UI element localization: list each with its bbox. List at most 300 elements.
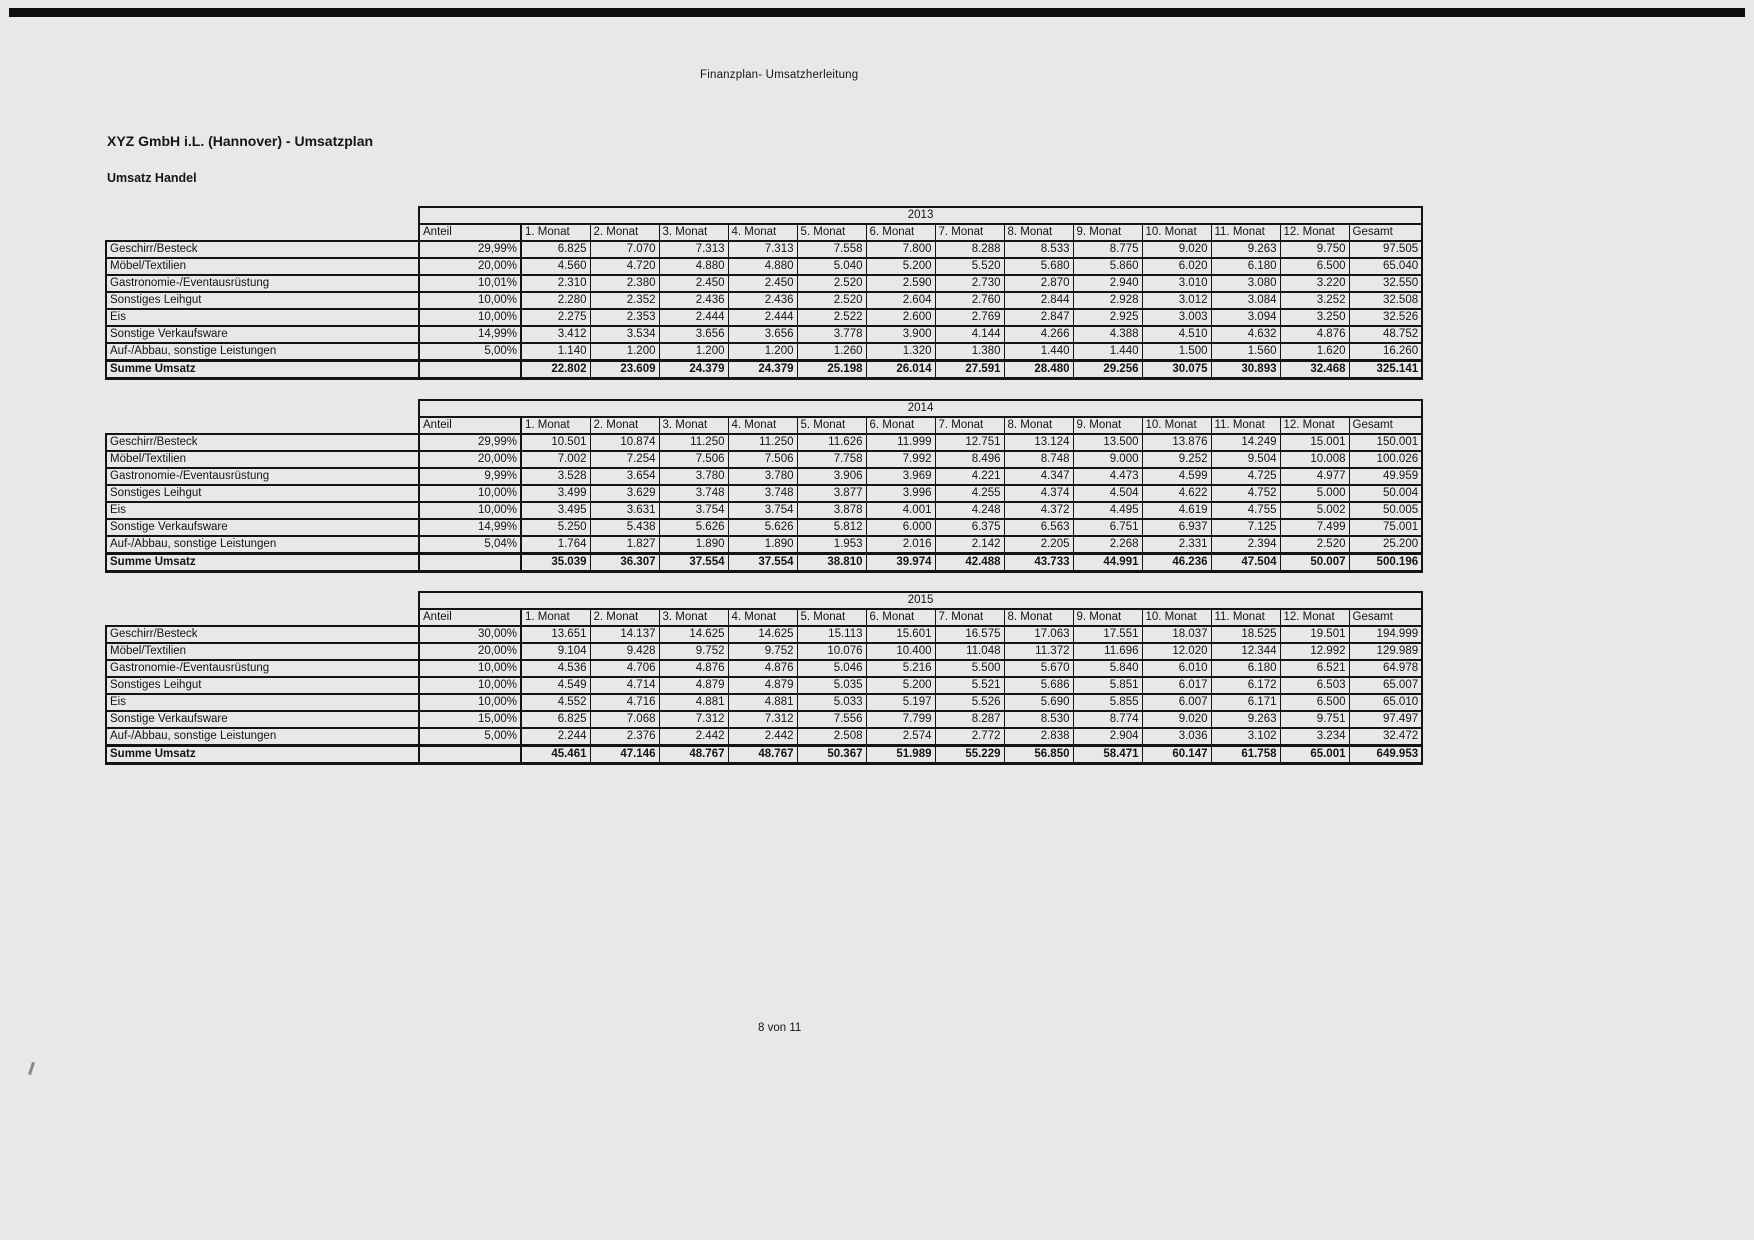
spacer-cell bbox=[106, 592, 419, 609]
month-value-5: 5.035 bbox=[797, 677, 866, 694]
column-header-row bbox=[106, 609, 1422, 626]
month-value-8: 5.670 bbox=[1004, 660, 1073, 677]
column-header-month-11: 11. Monat bbox=[1211, 417, 1280, 434]
month-value-9: 58.471 bbox=[1073, 746, 1142, 764]
month-value-10: 4.622 bbox=[1142, 485, 1211, 502]
month-value-7: 2.760 bbox=[935, 292, 1004, 309]
month-value-5: 7.558 bbox=[797, 241, 866, 258]
column-header-month-4: 4. Monat bbox=[728, 609, 797, 626]
month-value-11: 6.180 bbox=[1211, 258, 1280, 275]
month-value-3: 3.780 bbox=[659, 468, 728, 485]
gesamt-value: 97.505 bbox=[1349, 241, 1422, 258]
month-value-12: 32.468 bbox=[1280, 361, 1349, 379]
gesamt-value: 129.989 bbox=[1349, 643, 1422, 660]
month-value-10: 6.010 bbox=[1142, 660, 1211, 677]
month-value-8: 8.748 bbox=[1004, 451, 1073, 468]
month-value-10: 6.017 bbox=[1142, 677, 1211, 694]
month-value-4: 7.312 bbox=[728, 711, 797, 728]
anteil-value: 10,00% bbox=[419, 485, 521, 502]
month-value-9: 2.928 bbox=[1073, 292, 1142, 309]
column-header-month-12: 12. Monat bbox=[1280, 417, 1349, 434]
month-value-11: 9.504 bbox=[1211, 451, 1280, 468]
month-value-3: 9.752 bbox=[659, 643, 728, 660]
gesamt-value: 100.026 bbox=[1349, 451, 1422, 468]
document-header-note: Finanzplan- Umsatzherleitung bbox=[700, 69, 859, 81]
month-value-4: 3.748 bbox=[728, 485, 797, 502]
month-value-7: 6.375 bbox=[935, 519, 1004, 536]
month-value-11: 9.263 bbox=[1211, 711, 1280, 728]
month-value-11: 14.249 bbox=[1211, 434, 1280, 451]
table-row bbox=[106, 677, 1422, 694]
month-value-12: 6.521 bbox=[1280, 660, 1349, 677]
table-row bbox=[106, 626, 1422, 643]
month-value-11: 3.102 bbox=[1211, 728, 1280, 746]
gesamt-value: 325.141 bbox=[1349, 361, 1422, 379]
month-value-2: 9.428 bbox=[590, 643, 659, 660]
column-header-month-3: 3. Monat bbox=[659, 224, 728, 241]
month-value-3: 5.626 bbox=[659, 519, 728, 536]
month-value-1: 4.549 bbox=[521, 677, 590, 694]
month-value-11: 4.725 bbox=[1211, 468, 1280, 485]
month-value-8: 17.063 bbox=[1004, 626, 1073, 643]
month-value-5: 3.778 bbox=[797, 326, 866, 343]
month-value-2: 47.146 bbox=[590, 746, 659, 764]
month-value-12: 1.620 bbox=[1280, 343, 1349, 361]
month-value-8: 28.480 bbox=[1004, 361, 1073, 379]
table-row bbox=[106, 292, 1422, 309]
row-label: Sonstiges Leihgut bbox=[106, 677, 419, 694]
gesamt-value: 150.001 bbox=[1349, 434, 1422, 451]
month-value-4: 9.752 bbox=[728, 643, 797, 660]
anteil-value: 14,99% bbox=[419, 326, 521, 343]
month-value-1: 4.536 bbox=[521, 660, 590, 677]
table-row bbox=[106, 258, 1422, 275]
table-row bbox=[106, 502, 1422, 519]
column-header-month-5: 5. Monat bbox=[797, 417, 866, 434]
column-header-month-9: 9. Monat bbox=[1073, 224, 1142, 241]
month-value-1: 2.275 bbox=[521, 309, 590, 326]
month-value-8: 2.205 bbox=[1004, 536, 1073, 554]
month-value-11: 9.263 bbox=[1211, 241, 1280, 258]
year-header-row bbox=[106, 400, 1422, 417]
anteil-value: 10,00% bbox=[419, 660, 521, 677]
month-value-8: 1.440 bbox=[1004, 343, 1073, 361]
month-value-11: 12.344 bbox=[1211, 643, 1280, 660]
gesamt-value: 97.497 bbox=[1349, 711, 1422, 728]
row-label: Sonstiges Leihgut bbox=[106, 485, 419, 502]
column-header-month-10: 10. Monat bbox=[1142, 417, 1211, 434]
month-value-4: 3.780 bbox=[728, 468, 797, 485]
month-value-7: 4.221 bbox=[935, 468, 1004, 485]
month-value-4: 2.436 bbox=[728, 292, 797, 309]
month-value-10: 60.147 bbox=[1142, 746, 1211, 764]
month-value-2: 2.380 bbox=[590, 275, 659, 292]
column-header-month-8: 8. Monat bbox=[1004, 609, 1073, 626]
month-value-5: 5.033 bbox=[797, 694, 866, 711]
month-value-6: 15.601 bbox=[866, 626, 935, 643]
total-row bbox=[106, 746, 1422, 764]
month-value-3: 48.767 bbox=[659, 746, 728, 764]
row-label: Summe Umsatz bbox=[106, 554, 419, 572]
anteil-value: 10,01% bbox=[419, 275, 521, 292]
row-label: Auf-/Abbau, sonstige Leistungen bbox=[106, 536, 419, 554]
table-row bbox=[106, 519, 1422, 536]
month-value-4: 4.881 bbox=[728, 694, 797, 711]
column-header-month-9: 9. Monat bbox=[1073, 417, 1142, 434]
month-value-1: 4.552 bbox=[521, 694, 590, 711]
row-label: Sonstige Verkaufsware bbox=[106, 711, 419, 728]
month-value-6: 2.604 bbox=[866, 292, 935, 309]
anteil-value: 5,04% bbox=[419, 536, 521, 554]
month-value-8: 4.347 bbox=[1004, 468, 1073, 485]
month-value-3: 4.881 bbox=[659, 694, 728, 711]
month-value-6: 7.992 bbox=[866, 451, 935, 468]
month-value-5: 11.626 bbox=[797, 434, 866, 451]
month-value-4: 37.554 bbox=[728, 554, 797, 572]
column-header-month-2: 2. Monat bbox=[590, 609, 659, 626]
month-value-5: 5.040 bbox=[797, 258, 866, 275]
month-value-2: 3.534 bbox=[590, 326, 659, 343]
month-value-7: 4.255 bbox=[935, 485, 1004, 502]
month-value-3: 7.312 bbox=[659, 711, 728, 728]
month-value-6: 51.989 bbox=[866, 746, 935, 764]
anteil-value: 29,99% bbox=[419, 241, 521, 258]
month-value-5: 5.046 bbox=[797, 660, 866, 677]
month-value-1: 13.651 bbox=[521, 626, 590, 643]
month-value-5: 38.810 bbox=[797, 554, 866, 572]
gesamt-value: 65.040 bbox=[1349, 258, 1422, 275]
month-value-2: 3.631 bbox=[590, 502, 659, 519]
anteil-value: 20,00% bbox=[419, 258, 521, 275]
month-value-5: 1.260 bbox=[797, 343, 866, 361]
row-label: Möbel/Textilien bbox=[106, 451, 419, 468]
month-value-6: 3.969 bbox=[866, 468, 935, 485]
column-header-month-10: 10. Monat bbox=[1142, 224, 1211, 241]
month-value-9: 44.991 bbox=[1073, 554, 1142, 572]
anteil-value: 10,00% bbox=[419, 309, 521, 326]
month-value-8: 56.850 bbox=[1004, 746, 1073, 764]
month-value-9: 5.860 bbox=[1073, 258, 1142, 275]
month-value-8: 4.374 bbox=[1004, 485, 1073, 502]
table-row bbox=[106, 711, 1422, 728]
month-value-2: 4.714 bbox=[590, 677, 659, 694]
month-value-10: 12.020 bbox=[1142, 643, 1211, 660]
column-header-month-11: 11. Monat bbox=[1211, 224, 1280, 241]
table-row bbox=[106, 326, 1422, 343]
row-label: Auf-/Abbau, sonstige Leistungen bbox=[106, 343, 419, 361]
column-header-gesamt: Gesamt bbox=[1349, 609, 1422, 626]
month-value-4: 24.379 bbox=[728, 361, 797, 379]
month-value-11: 2.394 bbox=[1211, 536, 1280, 554]
month-value-8: 2.838 bbox=[1004, 728, 1073, 746]
month-value-7: 5.500 bbox=[935, 660, 1004, 677]
month-value-6: 5.197 bbox=[866, 694, 935, 711]
gesamt-value: 194.999 bbox=[1349, 626, 1422, 643]
month-value-2: 7.070 bbox=[590, 241, 659, 258]
month-value-1: 2.280 bbox=[521, 292, 590, 309]
row-label: Sonstige Verkaufsware bbox=[106, 519, 419, 536]
row-label: Möbel/Textilien bbox=[106, 643, 419, 660]
month-value-4: 2.450 bbox=[728, 275, 797, 292]
month-value-5: 15.113 bbox=[797, 626, 866, 643]
month-value-2: 4.716 bbox=[590, 694, 659, 711]
month-value-9: 4.504 bbox=[1073, 485, 1142, 502]
month-value-8: 2.870 bbox=[1004, 275, 1073, 292]
month-value-11: 30.893 bbox=[1211, 361, 1280, 379]
month-value-4: 7.506 bbox=[728, 451, 797, 468]
month-value-5: 50.367 bbox=[797, 746, 866, 764]
month-value-8: 8.530 bbox=[1004, 711, 1073, 728]
table-row bbox=[106, 694, 1422, 711]
month-value-2: 7.254 bbox=[590, 451, 659, 468]
month-value-6: 3.900 bbox=[866, 326, 935, 343]
month-value-12: 4.977 bbox=[1280, 468, 1349, 485]
month-value-3: 24.379 bbox=[659, 361, 728, 379]
month-value-10: 2.331 bbox=[1142, 536, 1211, 554]
row-label: Geschirr/Besteck bbox=[106, 434, 419, 451]
anteil-value: 10,00% bbox=[419, 502, 521, 519]
month-value-9: 5.855 bbox=[1073, 694, 1142, 711]
column-header-month-4: 4. Monat bbox=[728, 417, 797, 434]
anteil-value: 10,00% bbox=[419, 677, 521, 694]
anteil-value: 29,99% bbox=[419, 434, 521, 451]
month-value-2: 23.609 bbox=[590, 361, 659, 379]
month-value-12: 7.499 bbox=[1280, 519, 1349, 536]
month-value-8: 5.690 bbox=[1004, 694, 1073, 711]
month-value-9: 6.751 bbox=[1073, 519, 1142, 536]
column-header-month-1: 1. Monat bbox=[521, 417, 590, 434]
month-value-2: 3.629 bbox=[590, 485, 659, 502]
gesamt-value: 32.508 bbox=[1349, 292, 1422, 309]
month-value-5: 2.508 bbox=[797, 728, 866, 746]
month-value-12: 2.520 bbox=[1280, 536, 1349, 554]
table-row bbox=[106, 343, 1422, 361]
month-value-11: 4.752 bbox=[1211, 485, 1280, 502]
month-value-4: 7.313 bbox=[728, 241, 797, 258]
anteil-value: 14,99% bbox=[419, 519, 521, 536]
spacer-cell bbox=[106, 609, 419, 626]
month-value-5: 3.877 bbox=[797, 485, 866, 502]
month-value-7: 2.142 bbox=[935, 536, 1004, 554]
gesamt-value: 65.010 bbox=[1349, 694, 1422, 711]
month-value-1: 3.412 bbox=[521, 326, 590, 343]
month-value-12: 3.252 bbox=[1280, 292, 1349, 309]
month-value-4: 3.754 bbox=[728, 502, 797, 519]
month-value-2: 2.353 bbox=[590, 309, 659, 326]
spacer-cell bbox=[106, 207, 419, 224]
month-value-12: 6.503 bbox=[1280, 677, 1349, 694]
month-value-4: 1.890 bbox=[728, 536, 797, 554]
month-value-9: 8.774 bbox=[1073, 711, 1142, 728]
month-value-11: 3.080 bbox=[1211, 275, 1280, 292]
column-header-month-7: 7. Monat bbox=[935, 609, 1004, 626]
table-row bbox=[106, 309, 1422, 326]
month-value-10: 4.619 bbox=[1142, 502, 1211, 519]
month-value-1: 9.104 bbox=[521, 643, 590, 660]
month-value-7: 11.048 bbox=[935, 643, 1004, 660]
month-value-9: 11.696 bbox=[1073, 643, 1142, 660]
month-value-1: 10.501 bbox=[521, 434, 590, 451]
month-value-2: 1.200 bbox=[590, 343, 659, 361]
month-value-4: 3.656 bbox=[728, 326, 797, 343]
gesamt-value: 32.550 bbox=[1349, 275, 1422, 292]
month-value-11: 4.632 bbox=[1211, 326, 1280, 343]
month-value-1: 5.250 bbox=[521, 519, 590, 536]
month-value-6: 2.016 bbox=[866, 536, 935, 554]
column-header-month-7: 7. Monat bbox=[935, 224, 1004, 241]
month-value-12: 3.250 bbox=[1280, 309, 1349, 326]
month-value-11: 4.755 bbox=[1211, 502, 1280, 519]
anteil-value: 20,00% bbox=[419, 643, 521, 660]
month-value-6: 11.999 bbox=[866, 434, 935, 451]
month-value-2: 2.352 bbox=[590, 292, 659, 309]
month-value-6: 4.001 bbox=[866, 502, 935, 519]
total-row bbox=[106, 554, 1422, 572]
month-value-2: 4.706 bbox=[590, 660, 659, 677]
page-top-border bbox=[9, 8, 1745, 17]
gesamt-value: 75.001 bbox=[1349, 519, 1422, 536]
month-value-11: 6.172 bbox=[1211, 677, 1280, 694]
month-value-3: 14.625 bbox=[659, 626, 728, 643]
month-value-10: 46.236 bbox=[1142, 554, 1211, 572]
month-value-12: 15.001 bbox=[1280, 434, 1349, 451]
month-value-7: 55.229 bbox=[935, 746, 1004, 764]
month-value-10: 3.036 bbox=[1142, 728, 1211, 746]
month-value-10: 6.937 bbox=[1142, 519, 1211, 536]
year-header-row bbox=[106, 207, 1422, 224]
scan-artifact-mark bbox=[28, 1062, 35, 1075]
month-value-10: 9.020 bbox=[1142, 241, 1211, 258]
column-header-row bbox=[106, 417, 1422, 434]
month-value-10: 4.599 bbox=[1142, 468, 1211, 485]
anteil-value: 5,00% bbox=[419, 343, 521, 361]
month-value-9: 2.904 bbox=[1073, 728, 1142, 746]
month-value-3: 3.748 bbox=[659, 485, 728, 502]
month-value-3: 4.876 bbox=[659, 660, 728, 677]
month-value-10: 30.075 bbox=[1142, 361, 1211, 379]
row-label: Eis bbox=[106, 502, 419, 519]
row-label: Summe Umsatz bbox=[106, 361, 419, 379]
gesamt-value: 25.200 bbox=[1349, 536, 1422, 554]
month-value-1: 6.825 bbox=[521, 711, 590, 728]
month-value-11: 1.560 bbox=[1211, 343, 1280, 361]
month-value-12: 19.501 bbox=[1280, 626, 1349, 643]
month-value-5: 3.906 bbox=[797, 468, 866, 485]
month-value-7: 5.526 bbox=[935, 694, 1004, 711]
month-value-3: 4.879 bbox=[659, 677, 728, 694]
month-value-2: 2.376 bbox=[590, 728, 659, 746]
month-value-6: 39.974 bbox=[866, 554, 935, 572]
month-value-12: 65.001 bbox=[1280, 746, 1349, 764]
month-value-2: 3.654 bbox=[590, 468, 659, 485]
month-value-10: 9.252 bbox=[1142, 451, 1211, 468]
page-number: 8 von 11 bbox=[758, 1022, 802, 1034]
month-value-5: 7.556 bbox=[797, 711, 866, 728]
month-value-12: 12.992 bbox=[1280, 643, 1349, 660]
month-value-12: 9.751 bbox=[1280, 711, 1349, 728]
month-value-2: 36.307 bbox=[590, 554, 659, 572]
month-value-2: 14.137 bbox=[590, 626, 659, 643]
column-header-month-6: 6. Monat bbox=[866, 224, 935, 241]
month-value-4: 1.200 bbox=[728, 343, 797, 361]
anteil-value: 5,00% bbox=[419, 728, 521, 746]
anteil-value: 30,00% bbox=[419, 626, 521, 643]
month-value-6: 5.200 bbox=[866, 258, 935, 275]
month-value-9: 17.551 bbox=[1073, 626, 1142, 643]
column-header-month-5: 5. Monat bbox=[797, 224, 866, 241]
month-value-10: 3.003 bbox=[1142, 309, 1211, 326]
column-header-row bbox=[106, 224, 1422, 241]
month-value-7: 8.287 bbox=[935, 711, 1004, 728]
month-value-1: 35.039 bbox=[521, 554, 590, 572]
month-value-3: 2.450 bbox=[659, 275, 728, 292]
gesamt-value: 49.959 bbox=[1349, 468, 1422, 485]
month-value-1: 4.560 bbox=[521, 258, 590, 275]
table-row bbox=[106, 451, 1422, 468]
month-value-5: 2.520 bbox=[797, 292, 866, 309]
month-value-12: 6.500 bbox=[1280, 694, 1349, 711]
month-value-12: 9.750 bbox=[1280, 241, 1349, 258]
month-value-3: 37.554 bbox=[659, 554, 728, 572]
month-value-8: 8.533 bbox=[1004, 241, 1073, 258]
gesamt-value: 64.978 bbox=[1349, 660, 1422, 677]
month-value-7: 2.769 bbox=[935, 309, 1004, 326]
month-value-3: 7.313 bbox=[659, 241, 728, 258]
section-title: Umsatz Handel bbox=[107, 171, 197, 185]
month-value-4: 11.250 bbox=[728, 434, 797, 451]
month-value-11: 7.125 bbox=[1211, 519, 1280, 536]
month-value-9: 2.940 bbox=[1073, 275, 1142, 292]
month-value-7: 1.380 bbox=[935, 343, 1004, 361]
month-value-12: 50.007 bbox=[1280, 554, 1349, 572]
anteil-value: 10,00% bbox=[419, 694, 521, 711]
month-value-7: 42.488 bbox=[935, 554, 1004, 572]
month-value-1: 7.002 bbox=[521, 451, 590, 468]
month-value-6: 2.574 bbox=[866, 728, 935, 746]
row-label: Gastronomie-/Eventausrüstung bbox=[106, 468, 419, 485]
month-value-3: 3.754 bbox=[659, 502, 728, 519]
month-value-4: 4.876 bbox=[728, 660, 797, 677]
column-header-anteil: Anteil bbox=[419, 224, 521, 241]
gesamt-value: 50.004 bbox=[1349, 485, 1422, 502]
table-row bbox=[106, 468, 1422, 485]
total-row bbox=[106, 361, 1422, 379]
year-header-row bbox=[106, 592, 1422, 609]
month-value-7: 5.521 bbox=[935, 677, 1004, 694]
month-value-6: 7.799 bbox=[866, 711, 935, 728]
month-value-3: 2.442 bbox=[659, 728, 728, 746]
month-value-1: 1.764 bbox=[521, 536, 590, 554]
anteil-value: 9,99% bbox=[419, 468, 521, 485]
month-value-12: 6.500 bbox=[1280, 258, 1349, 275]
month-value-9: 5.840 bbox=[1073, 660, 1142, 677]
month-value-7: 16.575 bbox=[935, 626, 1004, 643]
column-header-month-8: 8. Monat bbox=[1004, 417, 1073, 434]
month-value-9: 2.268 bbox=[1073, 536, 1142, 554]
month-value-9: 9.000 bbox=[1073, 451, 1142, 468]
month-value-6: 5.216 bbox=[866, 660, 935, 677]
month-value-6: 7.800 bbox=[866, 241, 935, 258]
column-header-month-1: 1. Monat bbox=[521, 224, 590, 241]
month-value-3: 1.890 bbox=[659, 536, 728, 554]
row-label: Geschirr/Besteck bbox=[106, 626, 419, 643]
table-row bbox=[106, 728, 1422, 746]
month-value-6: 3.996 bbox=[866, 485, 935, 502]
month-value-7: 4.248 bbox=[935, 502, 1004, 519]
year-header: 2013 bbox=[419, 207, 1422, 224]
anteil-value bbox=[419, 746, 521, 764]
month-value-3: 2.436 bbox=[659, 292, 728, 309]
